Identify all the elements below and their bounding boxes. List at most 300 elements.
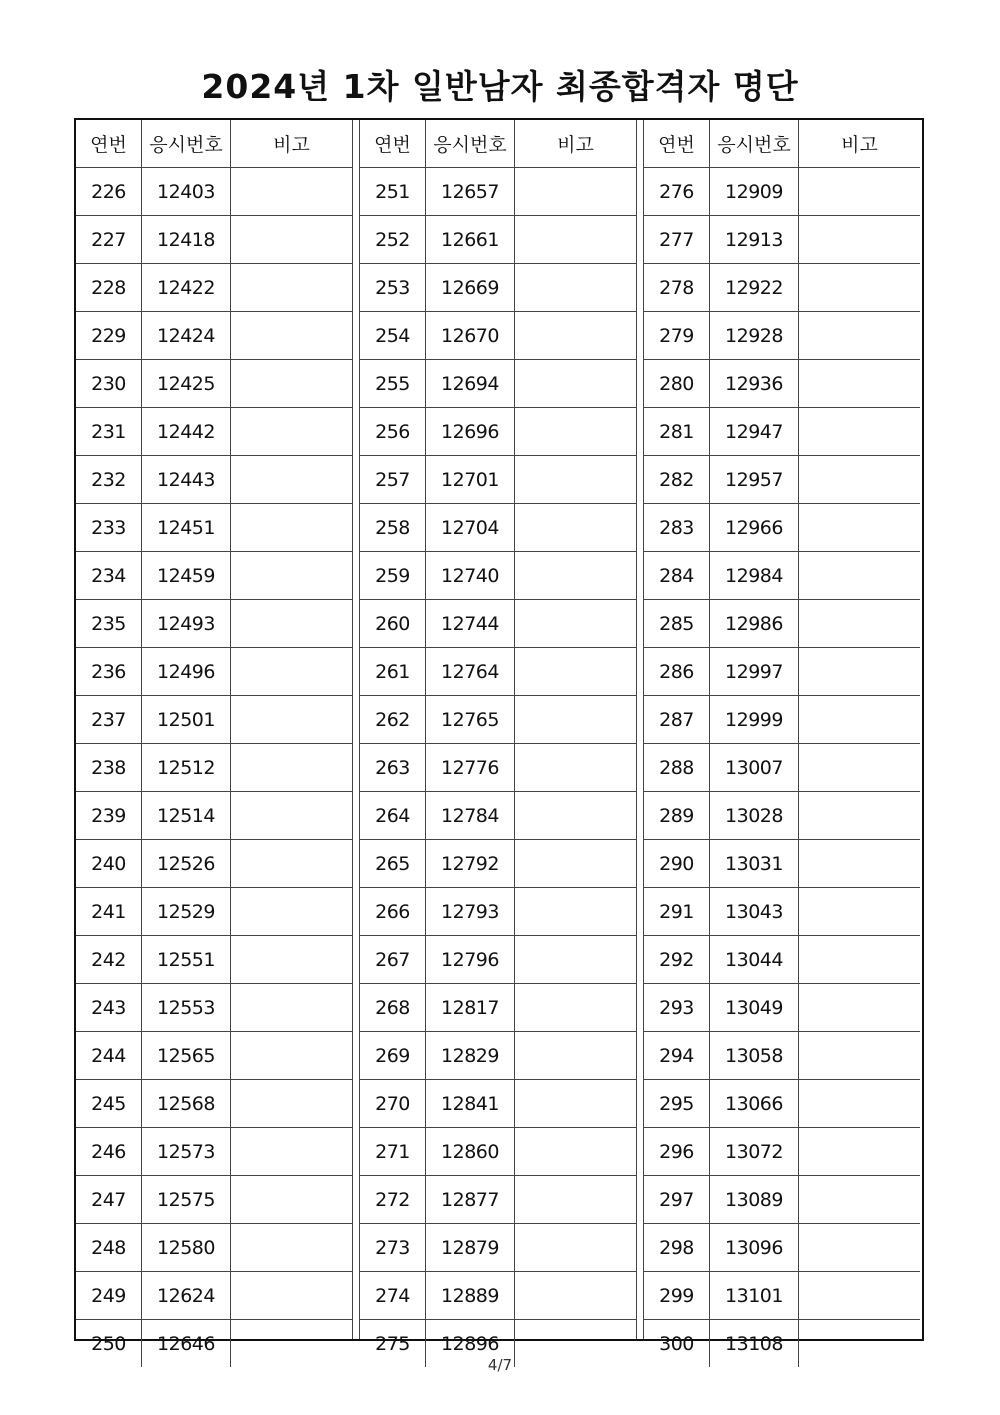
serial-number-cell: 247	[76, 1176, 142, 1224]
serial-number-cell: 282	[644, 456, 710, 504]
remarks-cell	[515, 1032, 637, 1080]
exam-number-cell: 13096	[710, 1224, 799, 1272]
table-row	[76, 936, 352, 984]
exam-number-cell: 12796	[426, 936, 515, 984]
serial-number-cell: 292	[644, 936, 710, 984]
exam-number-cell: 12418	[142, 216, 231, 264]
table-row	[76, 1032, 352, 1080]
exam-number-cell: 12443	[142, 456, 231, 504]
serial-number-cell: 258	[360, 504, 426, 552]
serial-number-cell: 254	[360, 312, 426, 360]
table-row	[644, 600, 920, 648]
exam-number-cell: 13043	[710, 888, 799, 936]
remarks-cell	[799, 1272, 921, 1320]
table-row	[76, 1224, 352, 1272]
remarks-cell	[515, 360, 637, 408]
table-row	[360, 984, 636, 1032]
table-row	[360, 1176, 636, 1224]
remarks-cell	[231, 888, 353, 936]
serial-number-cell: 286	[644, 648, 710, 696]
header-no: 연번	[360, 120, 426, 168]
table-row	[76, 1176, 352, 1224]
table-row	[644, 984, 920, 1032]
exam-number-cell: 12936	[710, 360, 799, 408]
exam-number-cell: 13049	[710, 984, 799, 1032]
table-row	[76, 360, 352, 408]
exam-number-cell: 12922	[710, 264, 799, 312]
remarks-cell	[799, 600, 921, 648]
serial-number-cell: 237	[76, 696, 142, 744]
serial-number-cell: 244	[76, 1032, 142, 1080]
exam-number-cell: 12947	[710, 408, 799, 456]
remarks-cell	[231, 1128, 353, 1176]
exam-number-cell: 12986	[710, 600, 799, 648]
exam-number-cell: 12575	[142, 1176, 231, 1224]
serial-number-cell: 293	[644, 984, 710, 1032]
remarks-cell	[799, 1128, 921, 1176]
exam-number-cell: 12793	[426, 888, 515, 936]
table-row	[360, 696, 636, 744]
table-row	[76, 792, 352, 840]
table-row	[644, 456, 920, 504]
remarks-cell	[799, 264, 921, 312]
header-remarks: 비고	[231, 120, 353, 168]
exam-number-cell: 13058	[710, 1032, 799, 1080]
remarks-cell	[231, 840, 353, 888]
serial-number-cell: 284	[644, 552, 710, 600]
table-row	[76, 648, 352, 696]
remarks-cell	[231, 600, 353, 648]
exam-number-cell: 12496	[142, 648, 231, 696]
table-row	[644, 552, 920, 600]
serial-number-cell: 234	[76, 552, 142, 600]
serial-number-cell: 245	[76, 1080, 142, 1128]
table-row	[76, 840, 352, 888]
table-row	[76, 408, 352, 456]
table-row	[360, 504, 636, 552]
header-row	[76, 120, 352, 168]
serial-number-cell: 273	[360, 1224, 426, 1272]
remarks-cell	[231, 1080, 353, 1128]
serial-number-cell: 252	[360, 216, 426, 264]
serial-number-cell: 271	[360, 1128, 426, 1176]
column-group-separator	[352, 120, 360, 1339]
remarks-cell	[799, 792, 921, 840]
table-row	[360, 408, 636, 456]
table-row	[76, 888, 352, 936]
serial-number-cell: 255	[360, 360, 426, 408]
exam-number-cell: 12424	[142, 312, 231, 360]
serial-number-cell: 256	[360, 408, 426, 456]
table-row	[360, 1224, 636, 1272]
remarks-cell	[515, 648, 637, 696]
exam-number-cell: 12997	[710, 648, 799, 696]
exam-number-cell: 12514	[142, 792, 231, 840]
table-row	[644, 408, 920, 456]
serial-number-cell: 239	[76, 792, 142, 840]
serial-number-cell: 248	[76, 1224, 142, 1272]
serial-number-cell: 269	[360, 1032, 426, 1080]
table-row	[644, 1272, 920, 1320]
table-row	[76, 744, 352, 792]
remarks-cell	[799, 552, 921, 600]
table-row	[644, 888, 920, 936]
exam-number-cell: 12765	[426, 696, 515, 744]
serial-number-cell: 275	[360, 1320, 426, 1368]
serial-number-cell: 297	[644, 1176, 710, 1224]
serial-number-cell: 257	[360, 456, 426, 504]
exam-number-cell: 12879	[426, 1224, 515, 1272]
serial-number-cell: 268	[360, 984, 426, 1032]
remarks-cell	[515, 264, 637, 312]
table-row	[644, 1128, 920, 1176]
table-row	[360, 600, 636, 648]
exam-number-cell: 12877	[426, 1176, 515, 1224]
table-row	[360, 264, 636, 312]
exam-number-cell: 12764	[426, 648, 515, 696]
remarks-cell	[231, 696, 353, 744]
table-row	[644, 1176, 920, 1224]
table-row	[360, 936, 636, 984]
serial-number-cell: 288	[644, 744, 710, 792]
remarks-cell	[799, 744, 921, 792]
serial-number-cell: 235	[76, 600, 142, 648]
table-row	[644, 840, 920, 888]
table-row	[644, 1032, 920, 1080]
exam-number-cell: 12565	[142, 1032, 231, 1080]
header-exam-number: 응시번호	[426, 120, 515, 168]
exam-number-cell: 12501	[142, 696, 231, 744]
header-exam-number: 응시번호	[142, 120, 231, 168]
remarks-cell	[515, 216, 637, 264]
exam-number-cell: 12422	[142, 264, 231, 312]
exam-number-cell: 13031	[710, 840, 799, 888]
serial-number-cell: 240	[76, 840, 142, 888]
remarks-cell	[799, 168, 921, 216]
header-no: 연번	[644, 120, 710, 168]
exam-number-cell: 12957	[710, 456, 799, 504]
column-group-separator	[636, 120, 644, 1339]
remarks-cell	[231, 936, 353, 984]
exam-number-cell: 13108	[710, 1320, 799, 1368]
remarks-cell	[515, 552, 637, 600]
remarks-cell	[231, 360, 353, 408]
remarks-cell	[515, 408, 637, 456]
column-group-1	[76, 120, 352, 1367]
table-row	[360, 1032, 636, 1080]
serial-number-cell: 250	[76, 1320, 142, 1368]
exam-number-cell: 12669	[426, 264, 515, 312]
table-row	[360, 456, 636, 504]
table-row	[76, 696, 352, 744]
remarks-cell	[799, 888, 921, 936]
exam-number-cell: 12792	[426, 840, 515, 888]
table-row	[76, 1272, 352, 1320]
exam-number-cell: 12568	[142, 1080, 231, 1128]
remarks-cell	[231, 168, 353, 216]
exam-number-cell: 12928	[710, 312, 799, 360]
exam-number-cell: 12913	[710, 216, 799, 264]
header-no: 연번	[76, 120, 142, 168]
remarks-cell	[799, 504, 921, 552]
header-remarks: 비고	[799, 120, 921, 168]
serial-number-cell: 265	[360, 840, 426, 888]
serial-number-cell: 260	[360, 600, 426, 648]
serial-number-cell: 278	[644, 264, 710, 312]
serial-number-cell: 287	[644, 696, 710, 744]
serial-number-cell: 263	[360, 744, 426, 792]
exam-number-cell: 12966	[710, 504, 799, 552]
exam-number-cell: 12553	[142, 984, 231, 1032]
exam-number-cell: 12909	[710, 168, 799, 216]
serial-number-cell: 259	[360, 552, 426, 600]
table-row	[76, 984, 352, 1032]
remarks-cell	[515, 504, 637, 552]
exam-number-cell: 12493	[142, 600, 231, 648]
serial-number-cell: 266	[360, 888, 426, 936]
serial-number-cell: 262	[360, 696, 426, 744]
remarks-cell	[799, 408, 921, 456]
exam-number-cell: 12896	[426, 1320, 515, 1368]
serial-number-cell: 261	[360, 648, 426, 696]
remarks-cell	[231, 408, 353, 456]
exam-number-cell: 12829	[426, 1032, 515, 1080]
exam-number-cell: 12573	[142, 1128, 231, 1176]
serial-number-cell: 281	[644, 408, 710, 456]
remarks-cell	[231, 792, 353, 840]
serial-number-cell: 249	[76, 1272, 142, 1320]
table-row	[360, 312, 636, 360]
exam-number-cell: 12403	[142, 168, 231, 216]
remarks-cell	[515, 1272, 637, 1320]
remarks-cell	[515, 936, 637, 984]
serial-number-cell: 276	[644, 168, 710, 216]
exam-number-cell: 12889	[426, 1272, 515, 1320]
remarks-cell	[515, 600, 637, 648]
exam-number-cell: 12696	[426, 408, 515, 456]
header-row	[644, 120, 920, 168]
exam-number-cell: 12860	[426, 1128, 515, 1176]
exam-number-cell: 12451	[142, 504, 231, 552]
column-group-3	[644, 120, 920, 1367]
serial-number-cell: 238	[76, 744, 142, 792]
table-row	[644, 696, 920, 744]
exam-number-cell: 12551	[142, 936, 231, 984]
remarks-cell	[799, 360, 921, 408]
serial-number-cell: 253	[360, 264, 426, 312]
exam-number-cell: 12512	[142, 744, 231, 792]
table-row	[76, 1080, 352, 1128]
serial-number-cell: 232	[76, 456, 142, 504]
exam-number-cell: 12784	[426, 792, 515, 840]
remarks-cell	[231, 456, 353, 504]
remarks-cell	[799, 216, 921, 264]
table-row	[360, 552, 636, 600]
remarks-cell	[231, 744, 353, 792]
serial-number-cell: 264	[360, 792, 426, 840]
table-row	[360, 216, 636, 264]
table-row	[360, 648, 636, 696]
table-row	[644, 648, 920, 696]
serial-number-cell: 243	[76, 984, 142, 1032]
table-row	[76, 312, 352, 360]
table-row	[360, 840, 636, 888]
remarks-cell	[231, 552, 353, 600]
table-row	[360, 168, 636, 216]
serial-number-cell: 230	[76, 360, 142, 408]
serial-number-cell: 233	[76, 504, 142, 552]
remarks-cell	[515, 792, 637, 840]
remarks-cell	[799, 696, 921, 744]
serial-number-cell: 295	[644, 1080, 710, 1128]
exam-number-cell: 12776	[426, 744, 515, 792]
exam-number-cell: 12646	[142, 1320, 231, 1368]
exam-number-cell: 12459	[142, 552, 231, 600]
exam-number-cell: 13007	[710, 744, 799, 792]
serial-number-cell: 298	[644, 1224, 710, 1272]
exam-number-cell: 12526	[142, 840, 231, 888]
remarks-cell	[231, 1224, 353, 1272]
remarks-cell	[799, 1224, 921, 1272]
table-row	[644, 1080, 920, 1128]
table-row	[360, 1080, 636, 1128]
table-row	[76, 552, 352, 600]
table-row	[360, 792, 636, 840]
remarks-cell	[515, 168, 637, 216]
remarks-cell	[515, 456, 637, 504]
serial-number-cell: 231	[76, 408, 142, 456]
exam-number-cell: 12817	[426, 984, 515, 1032]
exam-number-cell: 12624	[142, 1272, 231, 1320]
exam-number-cell: 12425	[142, 360, 231, 408]
table-row	[360, 1272, 636, 1320]
table-row	[644, 792, 920, 840]
serial-number-cell: 267	[360, 936, 426, 984]
remarks-cell	[799, 840, 921, 888]
remarks-cell	[231, 504, 353, 552]
serial-number-cell: 280	[644, 360, 710, 408]
remarks-cell	[515, 888, 637, 936]
exam-number-cell: 13066	[710, 1080, 799, 1128]
serial-number-cell: 300	[644, 1320, 710, 1368]
serial-number-cell: 299	[644, 1272, 710, 1320]
exam-number-cell: 12580	[142, 1224, 231, 1272]
table-row	[644, 504, 920, 552]
remarks-cell	[515, 984, 637, 1032]
table-row	[644, 216, 920, 264]
serial-number-cell: 277	[644, 216, 710, 264]
exam-number-cell: 12670	[426, 312, 515, 360]
remarks-cell	[231, 1272, 353, 1320]
remarks-cell	[515, 1128, 637, 1176]
table-row	[76, 1128, 352, 1176]
exam-number-cell: 12744	[426, 600, 515, 648]
remarks-cell	[515, 1080, 637, 1128]
document-title: 2024년 1차 일반남자 최종합격자 명단	[201, 67, 799, 106]
serial-number-cell: 246	[76, 1128, 142, 1176]
remarks-cell	[799, 1080, 921, 1128]
exam-number-cell: 12740	[426, 552, 515, 600]
table-row	[76, 168, 352, 216]
remarks-cell	[231, 984, 353, 1032]
remarks-cell	[231, 216, 353, 264]
exam-number-cell: 12841	[426, 1080, 515, 1128]
exam-number-cell: 12661	[426, 216, 515, 264]
serial-number-cell: 296	[644, 1128, 710, 1176]
remarks-cell	[515, 840, 637, 888]
table-row	[644, 168, 920, 216]
remarks-cell	[231, 264, 353, 312]
serial-number-cell: 236	[76, 648, 142, 696]
serial-number-cell: 283	[644, 504, 710, 552]
serial-number-cell: 242	[76, 936, 142, 984]
table-row	[76, 216, 352, 264]
serial-number-cell: 279	[644, 312, 710, 360]
remarks-cell	[231, 312, 353, 360]
remarks-cell	[231, 1176, 353, 1224]
serial-number-cell: 294	[644, 1032, 710, 1080]
serial-number-cell: 290	[644, 840, 710, 888]
header-remarks: 비고	[515, 120, 637, 168]
exam-number-cell: 13028	[710, 792, 799, 840]
remarks-cell	[799, 1032, 921, 1080]
serial-number-cell: 251	[360, 168, 426, 216]
table-row	[644, 360, 920, 408]
exam-number-cell: 13101	[710, 1272, 799, 1320]
remarks-cell	[515, 312, 637, 360]
table-row	[76, 504, 352, 552]
serial-number-cell: 226	[76, 168, 142, 216]
exam-number-cell: 12657	[426, 168, 515, 216]
serial-number-cell: 229	[76, 312, 142, 360]
serial-number-cell: 227	[76, 216, 142, 264]
serial-number-cell: 291	[644, 888, 710, 936]
header-exam-number: 응시번호	[710, 120, 799, 168]
exam-number-cell: 12694	[426, 360, 515, 408]
table-row	[644, 1224, 920, 1272]
page-number: 4/7	[487, 1356, 513, 1374]
exam-number-cell: 12442	[142, 408, 231, 456]
exam-number-cell: 12704	[426, 504, 515, 552]
remarks-cell	[515, 696, 637, 744]
remarks-cell	[799, 984, 921, 1032]
table-row	[76, 456, 352, 504]
serial-number-cell: 241	[76, 888, 142, 936]
remarks-cell	[799, 648, 921, 696]
table-row	[76, 264, 352, 312]
remarks-cell	[231, 1032, 353, 1080]
serial-number-cell: 272	[360, 1176, 426, 1224]
serial-number-cell: 270	[360, 1080, 426, 1128]
exam-number-cell: 13072	[710, 1128, 799, 1176]
table-row	[360, 360, 636, 408]
remarks-cell	[515, 1176, 637, 1224]
roster-table	[74, 118, 924, 1355]
table-row	[644, 312, 920, 360]
exam-number-cell: 12984	[710, 552, 799, 600]
remarks-cell	[515, 1224, 637, 1272]
serial-number-cell: 274	[360, 1272, 426, 1320]
remarks-cell	[799, 1176, 921, 1224]
table-row	[360, 1128, 636, 1176]
exam-number-cell: 12529	[142, 888, 231, 936]
table-row	[644, 264, 920, 312]
exam-number-cell: 12701	[426, 456, 515, 504]
remarks-cell	[231, 648, 353, 696]
table-row	[644, 744, 920, 792]
table-row	[360, 744, 636, 792]
serial-number-cell: 289	[644, 792, 710, 840]
